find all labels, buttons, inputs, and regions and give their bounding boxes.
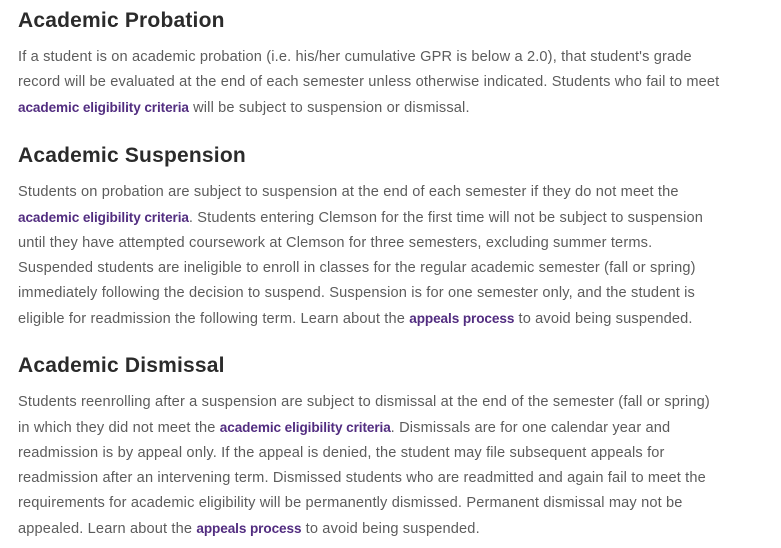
section-body: Students on probation are subject to suspension at the end of each semester if they do not meet the academic eligibility criteria. Students entering Clemson for the first time will not be subject to suspension until they have attempted coursework at Clemson for three semesters, excluding summer terms. Suspended students are ineligible to enroll in classes for the regular academic semester (fall or spring) immediately following the decision to suspend. Suspension is for one semester only, and the student is eligible for readmission the following term. Learn about the appeals process to avoid being suspended. [18, 184, 704, 327]
section-body: If a student is on academic probation (i.e. his/her cumulative GPR is below a 2.0), that student's grade record will be evaluated at the end of each semester unless otherwise indicated. Students who fail to meet academic eligibility criteria will be subject to suspension or dismissal. [18, 49, 720, 116]
academic-eligibility-criteria-link[interactable]: academic eligibility criteria [18, 210, 189, 225]
section-body: Students reenrolling after a suspension are subject to dismissal at the end of the semester (fall or spring) in which they did not meet the academic eligibility criteria. Dismissals are for one calendar year and readmission is by appeal only. If the appeal is denied, the student may file subsequent appeals for readmission after an intervening term. Dismissed students who are readmitted and again fail to meet the requirements for academic eligibility will be permanently dismissed. Permanent dismissal may not be appealed. Learn about the appeals process to avoid being suspended. [18, 394, 710, 537]
section-heading: Academic Probation [18, 9, 225, 32]
section-heading: Academic Suspension [18, 144, 246, 167]
academic-eligibility-criteria-link[interactable]: academic eligibility criteria [18, 100, 189, 115]
appeals-process-link[interactable]: appeals process [196, 521, 302, 536]
section-heading: Academic Dismissal [18, 354, 225, 377]
academic-eligibility-criteria-link[interactable]: academic eligibility criteria [219, 420, 391, 435]
appeals-process-link[interactable]: appeals process [409, 311, 515, 326]
